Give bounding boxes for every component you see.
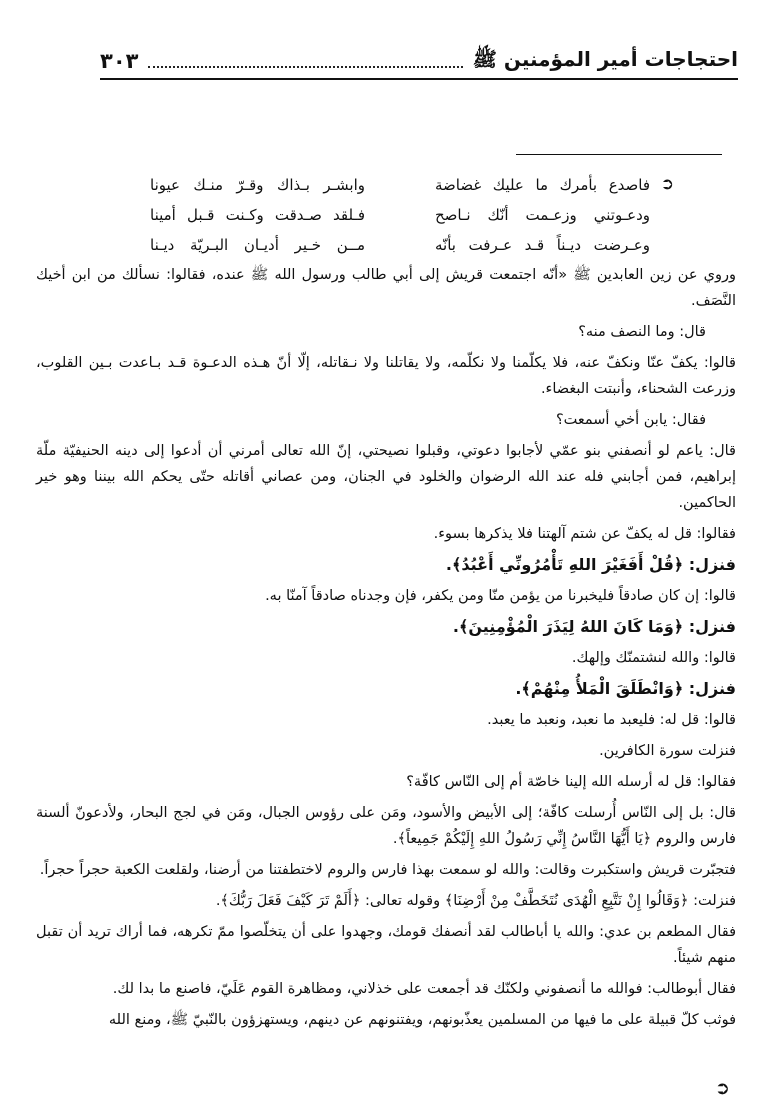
poem-line bbox=[150, 200, 650, 230]
poem-line bbox=[150, 170, 650, 200]
paragraph: قال: وما النصف منه؟ bbox=[578, 324, 706, 340]
paragraph: فقال أبوطالب: فوالله ما أنصفوني ولكنّك قد أجمعت على خذلاني، ومظاهرة القوم عَلَيّ، فاصنع ما بدا لك. bbox=[112, 981, 736, 997]
running-title: احتجاجات أمير المؤمنين ﷺ bbox=[472, 46, 738, 71]
paragraph: فقالوا: قل له أرسله الله إلينا خاصّة أم إلى النّاس كافّة؟ bbox=[406, 774, 736, 790]
poem-hemistich-left: فـلقد صـدقت وكـنت قـبل أمينا bbox=[150, 206, 365, 224]
footnote-rule bbox=[516, 154, 722, 155]
paragraph: فتجبّرت قريش واستكبرت وقالت: والله لو سمعت بهذا فارس والروم لاختطفتنا من أرضنا، ولقلعت الكعبة حجراً حجراً. bbox=[39, 862, 736, 878]
poem-hemistich-right: ودعـوتني وزعـمت أنّك نـاصح bbox=[435, 206, 650, 224]
paragraph: فوثب كلّ قبيلة على ما فيها من المسلمين يعذّبونهم، ويفتنونهم عن دينهم، ويستهزؤون بالنّبيّ ﷺ، ومنع الله bbox=[108, 1012, 736, 1028]
poem-line bbox=[150, 230, 650, 260]
footnote-arrow-icon: ➲ bbox=[660, 174, 674, 193]
page-header bbox=[100, 44, 738, 80]
poem-hemistich-left: مــن خـير أديـان البـريّة ديـنا bbox=[150, 236, 365, 254]
paragraph: فنزلت: ﴿وَقَالُوا إِنْ نَتَّبِعِ الْهُدَى نُتَخَطَّفْ مِنْ أَرْضِنَا﴾ وقوله تعالى: ﴿أَلَمْ تَرَ كَيْفَ فَعَلَ رَبُّكَ﴾. bbox=[215, 893, 736, 909]
poem-hemistich-left: وابشـر بـذاك وقـرّ منـك عيونا bbox=[150, 176, 365, 194]
paragraph: قالوا: والله لنشتمنّك وإلهك. bbox=[571, 650, 736, 666]
poem-hemistich-right: وعـرضت ديـناً قـد عـرفت بأنّه bbox=[435, 236, 650, 254]
poem-hemistich-right: فاصدع بأمرك ما عليك غضاضة bbox=[435, 176, 650, 194]
paragraph: قالوا: قل له: فليعبد ما نعبد، ونعبد ما يعبد. bbox=[487, 712, 736, 728]
poem-verses bbox=[150, 170, 674, 260]
paragraph: وروي عن زين العابدين ﷺ «أنّه اجتمعت قريش إلى أبي طالب ورسول الله ﷺ عنده، فقالوا: نسألك من ابن أخيك النَّصَف. bbox=[36, 267, 736, 309]
quran-verse: فنزل: ﴿وَانْطَلَقَ الْمَلأُ مِنْهُمْ﴾. bbox=[515, 679, 736, 698]
paragraph: قال: ياعم لو أنصفني بنو عمّي لأجابوا دعوتي، وقبلوا نصيحتي، إنّ الله تعالى أمرني أن أدعوا إلى دينه الحنيفيّة ملّة إبراهيم، فمن أجابني فله عند الله الرضوان والخلود في الجنان، ومن عصاني أقاتله حتّى يحكم الله بيننا وهو خير الحاكمين. bbox=[36, 443, 736, 511]
paragraph: فقالوا: قل له يكفّ عن شتم آلهتنا فلا يذكرها بسوء. bbox=[433, 526, 736, 542]
paragraph: قالوا: يكفّ عنّا ونكفّ عنه، فلا يكلّمنا ولا نكلّمه، ولا يقاتلنا ولا نـقاتله، إلّا أنّ هـذه الدعـوة قـد بـاعدت بـين القلوب، وزرعت الشحناء، وأنبتت البغضاء. bbox=[36, 355, 736, 397]
page-number: ٣٠٣ bbox=[100, 49, 139, 73]
paragraph: فنزلت سورة الكافرين. bbox=[599, 743, 736, 759]
paragraph: قال: بل إلى النّاس أُرسلت كافّة؛ إلى الأبيض والأسود، ومَن على رؤوس الجبال، ومَن في لجج البحار، ولأدعونّ ألسنة فارس والروم ﴿يَا أَيُّهَا النَّاسُ إِنِّي رَسُولُ اللهِ إِلَيْكُمْ جَمِيعاً﴾. bbox=[36, 805, 736, 847]
paragraph: قالوا: إن كان صادقاً فليخبرنا من يؤمن منّا ومن يكفر، فإن وجدناه صادقاً آمنّا به. bbox=[265, 588, 736, 604]
paragraph: فقال المطعم بن عدي: والله يا أباطالب لقد أنصفك قومك، وجهدوا على أن يتخلّصوا ممّ تكرهه، فما أراك تريد أن تقبل منهم شيئاً. bbox=[36, 924, 736, 966]
quran-verse: فنزل: ﴿وَمَا كَانَ اللهُ لِيَذَرَ الْمُؤْمِنِينَ﴾. bbox=[452, 617, 736, 636]
quran-verse: فنزل: ﴿قُلْ أَفَغَيْرَ اللهِ تَأْمُرُونِّي أَعْبُدُ﴾. bbox=[445, 555, 736, 574]
body-text bbox=[36, 262, 736, 1038]
paragraph: فقال: يابن أخي أسمعت؟ bbox=[555, 412, 706, 428]
continuation-icon: ➲ bbox=[714, 1078, 730, 1099]
header-dots bbox=[148, 54, 462, 68]
